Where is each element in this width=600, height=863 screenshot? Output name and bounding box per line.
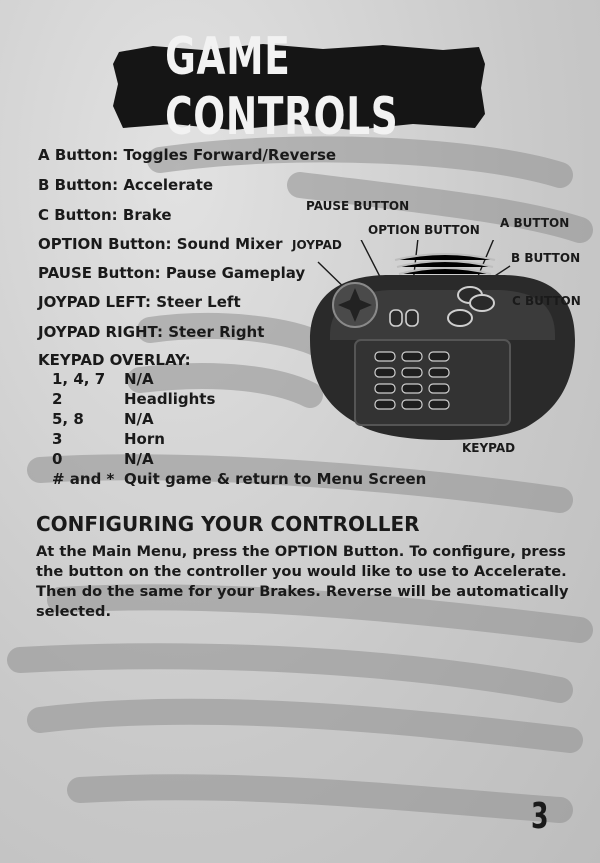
keypad-action: Quit game & return to Menu Screen	[124, 470, 427, 488]
keypad-row	[52, 470, 426, 488]
configuring-paragraph: At the Main Menu, press the OPTION Button. To configure, press the button on the controller you would like to use to Accelerate. Then do the same for your Brakes. Reverse will be automatically selected.	[36, 543, 569, 620]
keypad-overlay-heading: KEYPAD OVERLAY:	[38, 351, 191, 369]
control-line-a: A Button: Toggles Forward/Reverse	[38, 146, 337, 164]
page-number: 3	[531, 796, 549, 837]
page-title: GAME CONTROLS	[165, 27, 399, 147]
keypad-key: 0	[52, 450, 63, 468]
keypad-key: 3	[52, 430, 63, 448]
control-line-joypad-right: JOYPAD RIGHT: Steer Right	[38, 323, 265, 341]
control-line-pause: PAUSE Button: Pause Gameplay	[38, 264, 306, 282]
keypad-key: 1, 4, 7	[52, 370, 106, 388]
label-keypad: KEYPAD	[462, 441, 516, 455]
keypad-row	[52, 450, 154, 468]
control-line-c: C Button: Brake	[38, 206, 172, 224]
keypad-action: N/A	[124, 370, 154, 388]
keypad-row	[52, 370, 154, 388]
section-title-configuring: CONFIGURING YOUR CONTROLLER	[36, 512, 420, 536]
label-joypad: JOYPAD	[292, 238, 342, 252]
label-option-button: OPTION BUTTON	[368, 223, 480, 237]
label-c-button: C BUTTON	[512, 294, 581, 308]
control-line-option: OPTION Button: Sound Mixer	[38, 235, 283, 253]
keypad-action: N/A	[124, 410, 154, 428]
control-line-b: B Button: Accelerate	[38, 176, 214, 194]
controller-diagram	[300, 240, 590, 470]
control-line-joypad-left: JOYPAD LEFT: Steer Left	[38, 293, 241, 311]
keypad-row	[52, 430, 165, 448]
keypad-action: N/A	[124, 450, 154, 468]
keypad-row	[52, 410, 154, 428]
keypad-row	[52, 390, 215, 408]
keypad-key: 2	[52, 390, 63, 408]
keypad-action: Horn	[124, 430, 165, 448]
label-b-button: B BUTTON	[511, 251, 581, 265]
label-a-button: A BUTTON	[500, 216, 570, 230]
keypad-action: Headlights	[124, 390, 216, 408]
keypad-key: # and *	[52, 470, 115, 488]
label-pause-button: PAUSE BUTTON	[306, 199, 410, 213]
keypad-key: 5, 8	[52, 410, 84, 428]
